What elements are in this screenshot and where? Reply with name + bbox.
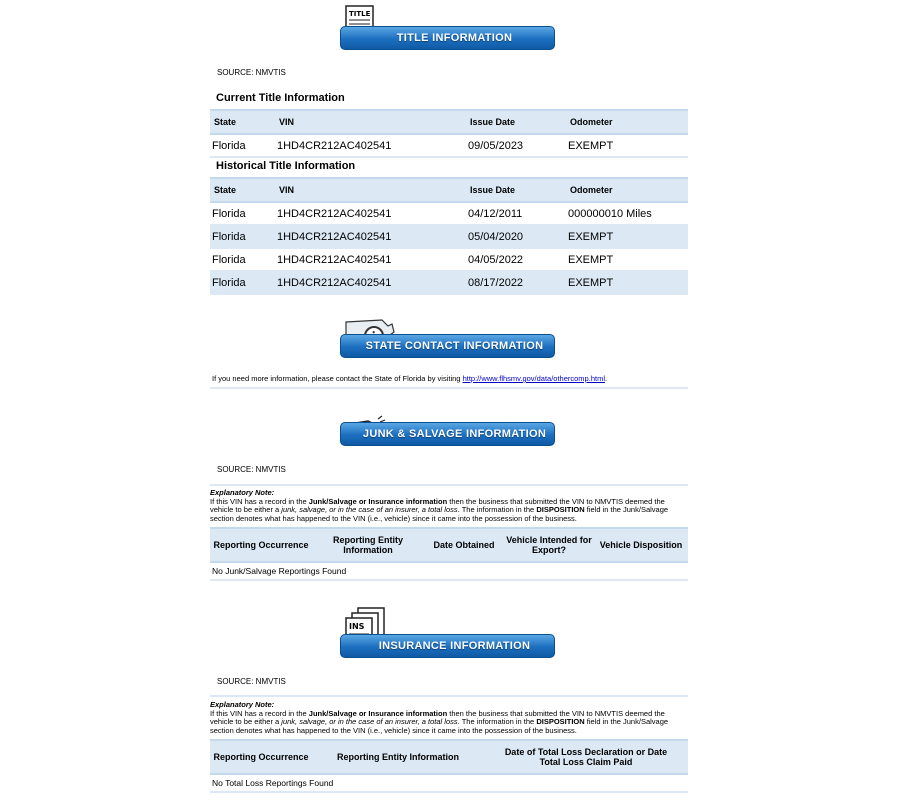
note-bold: DISPOSITION	[536, 505, 585, 515]
cell-vin: 1HD4CR212AC402541	[275, 271, 466, 294]
table-header-row	[210, 110, 688, 134]
col-total-loss-date: Date of Total Loss Declaration or Date Total Loss Claim Paid	[484, 740, 688, 774]
cell-state: Florida	[210, 225, 275, 248]
contact-text	[212, 374, 607, 383]
col-reporting-entity: Reporting Entity Information	[312, 740, 484, 774]
cell-date: 08/17/2022	[466, 271, 566, 294]
table-header-row	[210, 740, 688, 774]
cell-odometer: EXEMPT	[566, 134, 688, 157]
col-disposition: Vehicle Disposition	[594, 528, 688, 562]
contact-text-before: If you need more information, please contact the State of Florida by visiting	[212, 374, 463, 383]
note-bold: Junk/Salvage or Insurance information	[308, 496, 448, 506]
cell-date: 04/05/2022	[466, 248, 566, 271]
ins-icon-label: INS	[349, 622, 365, 631]
cell-date: 04/12/2011	[466, 202, 566, 225]
cell-vin: 1HD4CR212AC402541	[275, 248, 466, 271]
col-date-obtained: Date Obtained	[424, 528, 504, 562]
insurance-banner-label: INSURANCE INFORMATION	[378, 640, 531, 652]
junk-explanatory-note	[210, 489, 688, 523]
title-information-banner	[340, 26, 555, 50]
cell-state: Florida	[210, 202, 275, 225]
junk-empty-message: No Junk/Salvage Reportings Found	[212, 566, 347, 576]
cell-state: Florida	[210, 271, 275, 294]
note-text: then the business that submitted the VIN to NMVTIS deemed the vehicle to be either a	[210, 708, 665, 727]
junk-banner-label: JUNK & SALVAGE INFORMATION	[362, 428, 547, 440]
cell-date: 05/04/2020	[466, 225, 566, 248]
note-label: Explanatory Note:	[210, 488, 275, 497]
col-odometer: Odometer	[566, 178, 688, 202]
insurance-table	[210, 739, 688, 775]
divider	[210, 791, 688, 793]
title-source: SOURCE: NMVTIS	[217, 68, 286, 77]
junk-salvage-banner	[340, 422, 555, 446]
table-row	[210, 225, 688, 248]
historical-title-table	[210, 177, 688, 295]
col-state: State	[210, 110, 275, 134]
col-reporting-entity: Reporting Entity Information	[312, 528, 424, 562]
table-row	[210, 202, 688, 225]
cell-vin: 1HD4CR212AC402541	[275, 225, 466, 248]
contact-banner-label: STATE CONTACT INFORMATION	[365, 340, 544, 352]
cell-date: 09/05/2023	[466, 134, 566, 157]
table-row	[210, 271, 688, 294]
col-odometer: Odometer	[566, 110, 688, 134]
table-header-row	[210, 528, 688, 562]
junk-salvage-table	[210, 527, 688, 563]
contact-text-after: .	[604, 374, 608, 383]
divider	[210, 695, 688, 697]
insurance-banner	[340, 634, 555, 658]
insurance-empty-message: No Total Loss Reportings Found	[212, 778, 334, 788]
cell-vin: 1HD4CR212AC402541	[275, 134, 466, 157]
divider	[210, 484, 688, 486]
insurance-explanatory-note	[210, 701, 688, 735]
cell-state: Florida	[210, 248, 275, 271]
note-bold: Junk/Salvage or Insurance information	[308, 708, 448, 718]
col-export: Vehicle Intended for Export?	[504, 528, 594, 562]
note-text: field in the Junk/Salvage section denotes what has happened to the VIN (i.e., vehicle) since it came into the possession of the business.	[210, 505, 669, 523]
table-row	[210, 134, 688, 157]
note-label: Explanatory Note:	[210, 700, 275, 709]
col-vin: VIN	[275, 178, 466, 202]
title-banner-label: TITLE INFORMATION	[396, 32, 513, 44]
col-issue-date: Issue Date	[466, 110, 566, 134]
col-state: State	[210, 178, 275, 202]
state-contact-banner	[340, 334, 555, 358]
current-title-heading: Current Title Information	[216, 92, 345, 104]
note-text: . The information in the	[457, 717, 537, 727]
note-text: then the business that submitted the VIN to NMVTIS deemed the vehicle to be either a	[210, 496, 665, 515]
historical-title-heading: Historical Title Information	[216, 160, 356, 172]
junk-source: SOURCE: NMVTIS	[217, 465, 286, 474]
note-text: If this VIN has a record in the	[210, 496, 309, 506]
insurance-source: SOURCE: NMVTIS	[217, 677, 286, 686]
col-vin: VIN	[275, 110, 466, 134]
cell-odometer: EXEMPT	[566, 271, 688, 294]
state-contact-link[interactable]: http://www.flhsmv.gov/data/othercomp.html	[462, 374, 605, 383]
table-row	[210, 248, 688, 271]
cell-vin: 1HD4CR212AC402541	[275, 202, 466, 225]
note-bold: DISPOSITION	[536, 717, 585, 727]
cell-odometer: EXEMPT	[566, 225, 688, 248]
note-text: . The information in the	[457, 505, 537, 515]
col-reporting-occurrence: Reporting Occurrence	[210, 528, 312, 562]
note-italic: junk, salvage, or in the case of an insurer, a total loss	[281, 505, 458, 515]
table-header-row	[210, 178, 688, 202]
cell-state: Florida	[210, 134, 275, 157]
cell-odometer: EXEMPT	[566, 248, 688, 271]
divider	[210, 579, 688, 581]
cell-odometer: 000000010 Miles	[566, 202, 688, 225]
note-italic: junk, salvage, or in the case of an insurer, a total loss	[281, 717, 458, 727]
divider	[210, 387, 688, 389]
col-reporting-occurrence: Reporting Occurrence	[210, 740, 312, 774]
title-icon-label: TITLE	[349, 10, 371, 18]
note-text: field in the Junk/Salvage section denotes what has happened to the VIN (i.e., vehicle) since it came into the possession of the business.	[210, 717, 669, 735]
current-title-table	[210, 109, 688, 158]
col-issue-date: Issue Date	[466, 178, 566, 202]
note-text: If this VIN has a record in the	[210, 708, 309, 718]
